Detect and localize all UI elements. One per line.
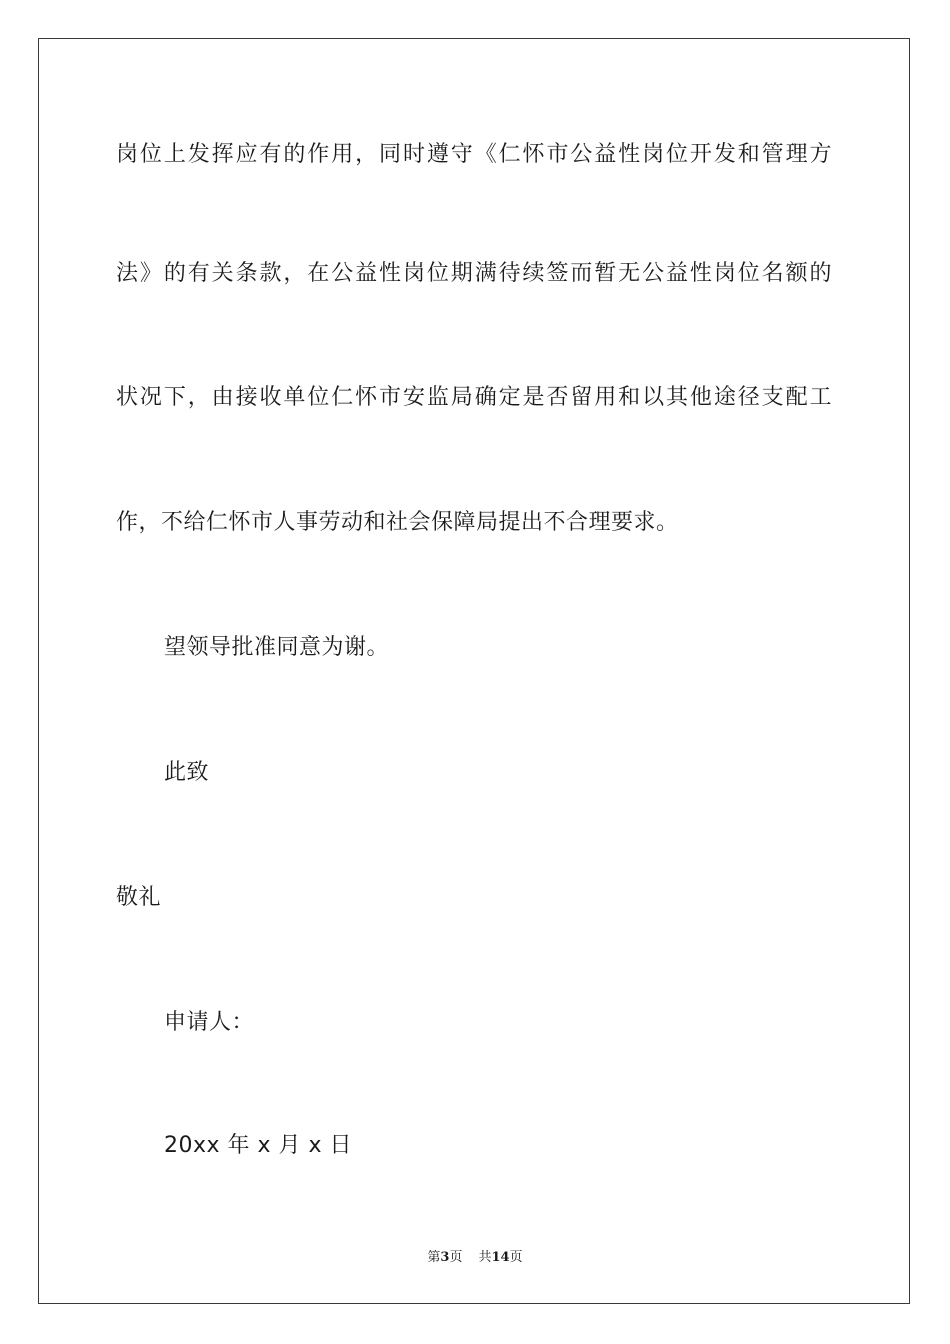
footer-page-number: 3	[440, 1250, 450, 1265]
footer-page-suffix: 页	[449, 1250, 463, 1265]
request-line: 望领导批准同意为谢。	[164, 635, 390, 660]
footer-total-pages: 14	[491, 1250, 510, 1265]
salutation-line-1: 此致	[164, 760, 210, 785]
footer-page-prefix: 第	[427, 1250, 441, 1265]
page-footer	[0, 1246, 950, 1265]
footer-total-prefix: 共	[478, 1250, 492, 1265]
date-line: 20xx 年 x 月 x 日	[164, 1133, 353, 1158]
page-border	[38, 38, 910, 1304]
body-line-3: 状况下，由接收单位仁怀市安监局确定是否留用和以其他途径支配工	[116, 385, 832, 410]
applicant-line: 申请人：	[164, 1010, 255, 1035]
salutation-line-2: 敬礼	[116, 885, 162, 910]
body-line-1: 岗位上发挥应有的作用，同时遵守《仁怀市公益性岗位开发和管理方	[116, 142, 832, 167]
body-line-4: 作，不给仁怀市人事劳动和社会保障局提出不合理要求。	[116, 510, 679, 535]
body-line-2: 法》的有关条款，在公益性岗位期满待续签而暂无公益性岗位名额的	[116, 261, 832, 286]
footer-total-suffix: 页	[509, 1250, 523, 1265]
